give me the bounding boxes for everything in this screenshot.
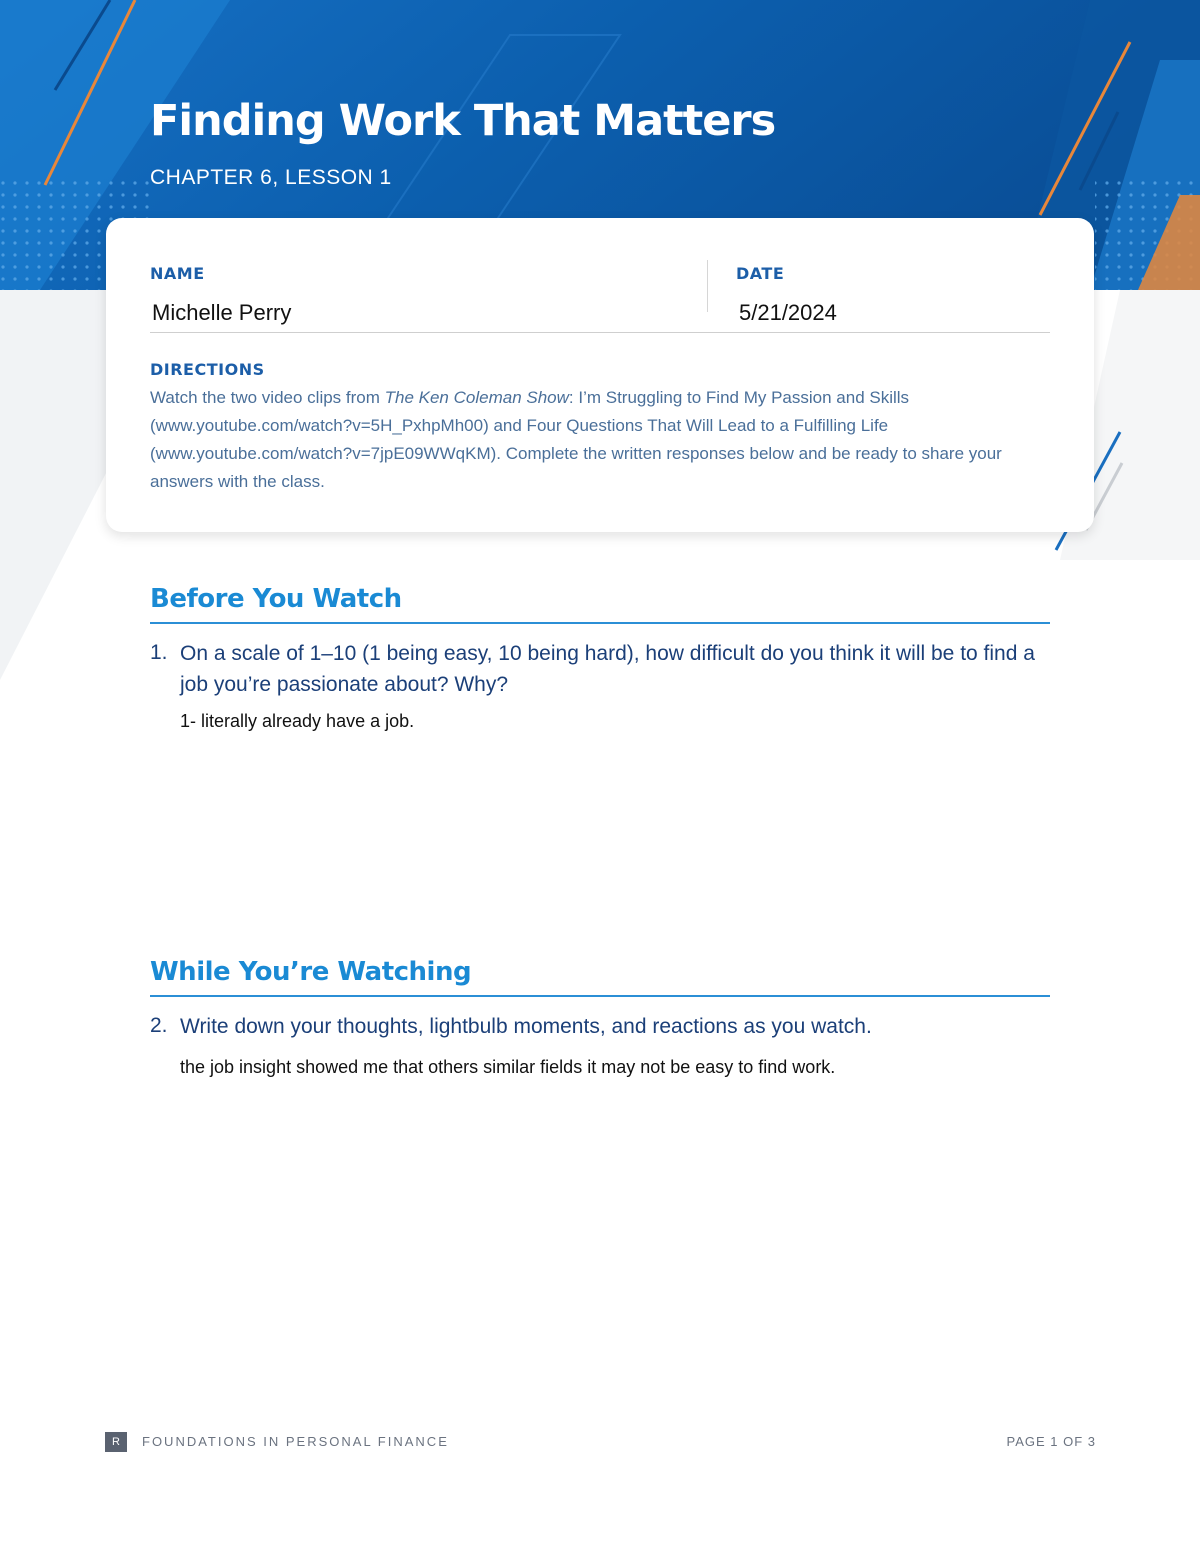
- directions-show-title: The Ken Coleman Show: [384, 388, 569, 407]
- directions-label: DIRECTIONS: [150, 360, 265, 379]
- name-label: NAME: [150, 264, 205, 283]
- field-divider: [707, 260, 708, 312]
- directions-text: [150, 384, 1050, 496]
- date-label: DATE: [736, 264, 785, 283]
- answer-1[interactable]: 1- literally already have a job.: [180, 711, 415, 731]
- page-title: Finding Work That Matters: [150, 96, 776, 146]
- question-2: Write down your thoughts, lightbulb moments, and reactions as you watch.: [180, 1015, 872, 1038]
- date-field[interactable]: 5/21/2024: [739, 300, 837, 325]
- directions-prefix: Watch the two video clips from: [150, 388, 385, 407]
- section-rule-while: [150, 995, 1050, 997]
- section-title-while: While You’re Watching: [150, 957, 472, 987]
- section-title-before: Before You Watch: [150, 584, 402, 614]
- footer-logo: R: [105, 1432, 127, 1452]
- info-card: [106, 218, 1094, 532]
- directions-body: : I’m Struggling to Find My Passion and Skills (www.youtube.com/watch?v=5H_PxhpMh00) and Four Questions That Will Lead to a Fulfilling Life (www.youtube.com/watch?v=7jpE09WWqKM). Complete the written responses below and be ready to share your answers with the class.: [150, 388, 1002, 491]
- card-divider: [150, 332, 1050, 333]
- page-subtitle: CHAPTER 6, LESSON 1: [150, 166, 392, 189]
- name-field[interactable]: Michelle Perry: [152, 300, 292, 325]
- footer-brand: FOUNDATIONS IN PERSONAL FINANCE: [142, 1434, 449, 1449]
- section-rule-before: [150, 622, 1050, 624]
- question-number-2: 2.: [150, 1014, 168, 1037]
- question-1: On a scale of 1–10 (1 being easy, 10 being hard), how difficult do you think it will be to find a job you’re passionate about? Why?: [180, 642, 1035, 696]
- page-number: PAGE 1 OF 3: [1006, 1434, 1096, 1449]
- answer-2[interactable]: the job insight showed me that others similar fields it may not be easy to find work.: [180, 1057, 836, 1077]
- question-number-1: 1.: [150, 641, 168, 664]
